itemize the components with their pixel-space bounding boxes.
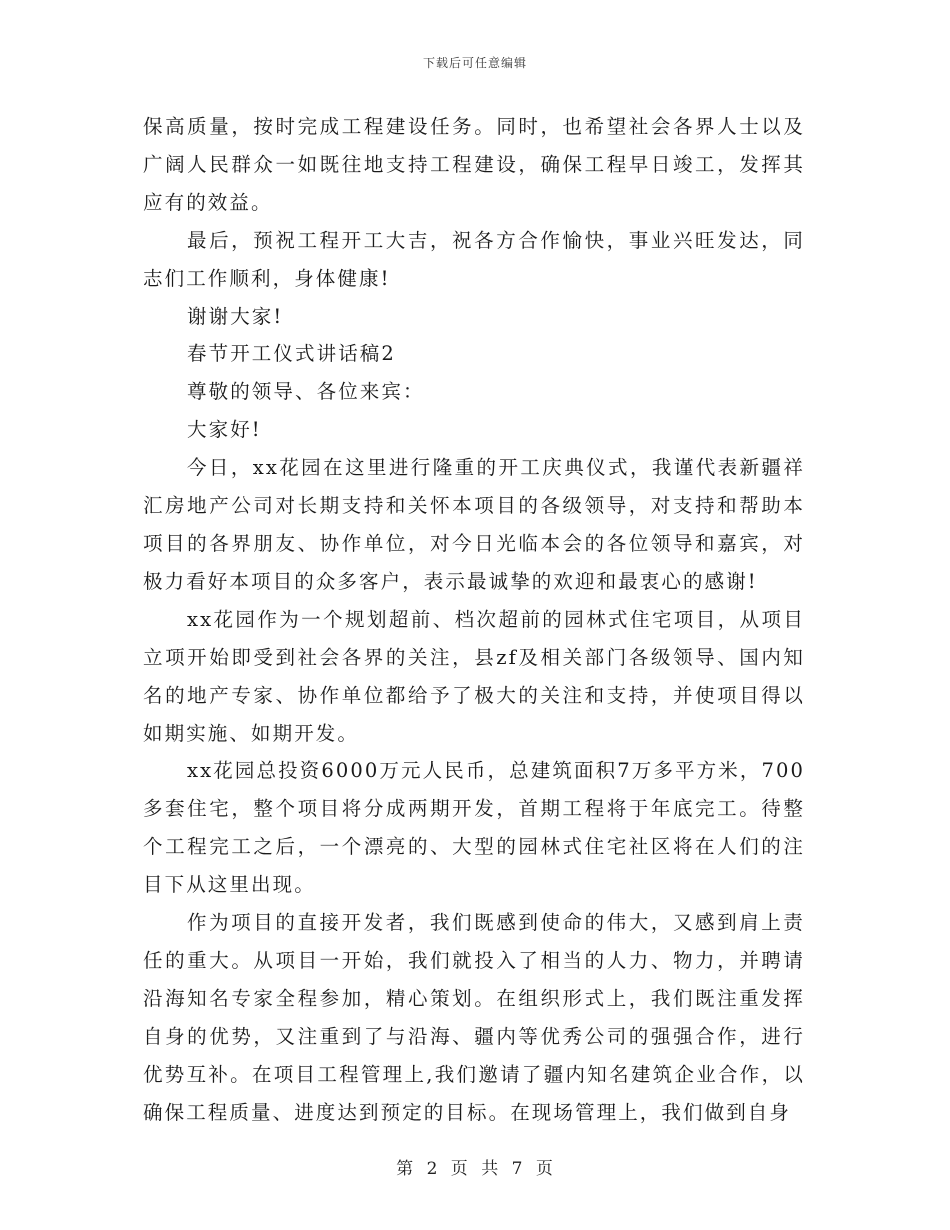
paragraph: 保高质量，按时完成工程建设任务。同时，也希望社会各界人士以及广阔人民群众一如既往地支持工程建设，确保工程早日竣工，发挥其应有的效益。 [143,115,805,214]
page-number: 第 2 页 共 7 页 [396,1159,554,1179]
greeting: 大家好! [187,418,262,442]
paragraph: 作为项目的直接开发者，我们既感到使命的伟大，又感到肩上责任的重大。从项目一开始，我们就投入了相当的人力、物力，并聘请沿海知名专家全程参加，精心策划。在组织形式上，我们既注重发挥自身的优势，又注重到了与沿海、疆内等优秀公司的强强合作，进行优势互补。在项目工程管理上,我们邀请了疆内知名建筑企业合作，以确保工程质量、进度达到预定的目标。在现场管理上，我们做到自身 [143,911,805,1124]
paragraph: xx花园作为一个规划超前、档次超前的园林式住宅项目，从项目立项开始即受到社会各界的关注，县zf及相关部门各级领导、国内知名的地产专家、协作单位都给予了极大的关注和支持，并使项目得以如期实施、如期开发。 [143,607,805,745]
section-title: 春节开工仪式讲话稿2 [187,342,396,366]
paragraph: 今日，xx花园在这里进行隆重的开工庆典仪式，我谨代表新疆祥汇房地产公司对长期支持和关怀本项目的各级领导，对支持和帮助本项目的各界朋友、协作单位，对今日光临本会的各位领导和嘉宾，对极力看好本项目的众多客户，表示最诚挚的欢迎和最衷心的感谢! [143,456,805,593]
salutation: 尊敬的领导、各位来宾： [187,380,425,404]
paragraph: 谢谢大家! [187,304,284,328]
paragraph: 最后，预祝工程开工大吉，祝各方合作愉快，事业兴旺发达，同志们工作顺利，身体健康! [143,228,805,290]
page-header: 下载后可任意编辑 [422,56,527,70]
paragraph: xx花园总投资6000万元人民币，总建筑面积7万多平方米，700多套住宅，整个项目将分成两期开发，首期工程将于年底完工。待整个工程完工之后，一个漂亮的、大型的园林式住宅社区将在人们的注目下从这里出现。 [143,759,805,897]
document-body [143,108,805,1131]
